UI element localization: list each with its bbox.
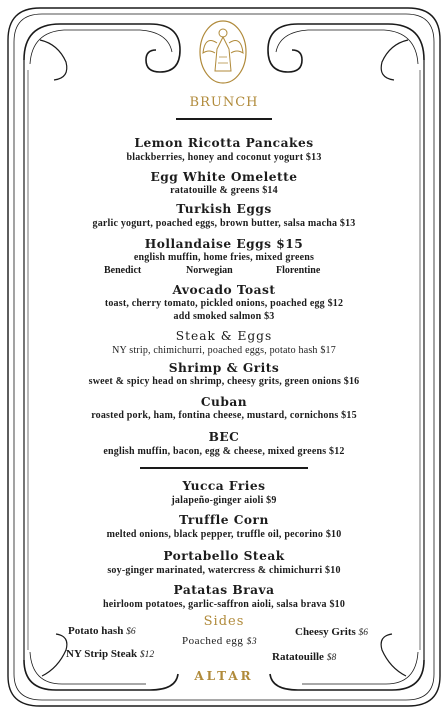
side-item-price: $8 (326, 653, 337, 663)
section-title-sides: Sides (203, 614, 245, 629)
dish-description: ratatouille & greens $14 (170, 185, 278, 196)
brand-logo: ALTAR (194, 669, 254, 683)
dish-description: NY strip, chimichurri, poached eggs, potato hash $17 (112, 345, 336, 356)
middle-divider (140, 467, 308, 469)
side-item (182, 635, 257, 647)
dish-name: Shrimp & Grits (168, 361, 280, 375)
dish-description: blackberries, honey and coconut yogurt $13 (126, 152, 322, 163)
section-title-brunch: BRUNCH (189, 95, 259, 110)
side-item (272, 651, 336, 663)
dish-name: Cuban (200, 395, 248, 409)
dish-name: Hollandaise Eggs $15 (144, 237, 304, 251)
side-item-price: $6 (126, 627, 136, 637)
dish-addon: add smoked salmon $3 (173, 311, 275, 322)
dish-name: Yucca Fries (182, 479, 266, 493)
dish-description: english muffin, home fries, mixed greens (133, 252, 315, 263)
side-item-price: $6 (358, 628, 369, 638)
dish-name: Turkish Eggs (176, 202, 272, 216)
dish-description: soy-ginger marinated, watercress & chimichurri $10 (107, 565, 341, 576)
hollandaise-option: Florentine (276, 265, 321, 276)
side-item-name: Cheesy Grits (295, 626, 356, 638)
dish-description: english muffin, bacon, egg & cheese, mixed greens $12 (103, 446, 345, 457)
dish-name: Steak & Eggs (175, 329, 273, 343)
dish-description: garlic yogurt, poached eggs, brown butter, salsa macha $13 (92, 218, 356, 229)
side-item-name: Ratatouille (272, 651, 324, 663)
side-item-price: $12 (139, 650, 155, 660)
side-item (66, 648, 154, 660)
side-item (295, 626, 368, 638)
dish-name: Portabello Steak (163, 549, 285, 563)
dish-name: Egg White Omelette (150, 170, 298, 184)
dish-name: Lemon Ricotta Pancakes (134, 136, 314, 150)
side-item-price: $3 (246, 637, 258, 647)
top-divider (176, 118, 272, 120)
dish-description: sweet & spicy head on shrimp, cheesy grits, green onions $16 (88, 376, 360, 387)
dish-name: BEC (208, 430, 240, 444)
side-item (68, 625, 136, 637)
dish-description: toast, cherry tomato, pickled onions, poached egg $12 (104, 298, 344, 309)
side-item-name: Potato hash (68, 625, 124, 637)
dish-name: Truffle Corn (179, 513, 269, 527)
dish-name: Avocado Toast (172, 283, 276, 297)
hollandaise-option: Benedict (104, 265, 142, 276)
hollandaise-option: Norwegian (186, 265, 233, 276)
dish-description: jalapeño-ginger aioli $9 (171, 495, 277, 506)
dish-description: melted onions, black pepper, truffle oil, pecorino $10 (106, 529, 342, 540)
dish-name: Patatas Brava (173, 583, 275, 597)
dish-description: heirloom potatoes, garlic-saffron aioli, salsa brava $10 (102, 599, 346, 610)
side-item-name: Poached egg (182, 635, 244, 647)
side-item-name: NY Strip Steak (66, 648, 138, 660)
dish-description: roasted pork, ham, fontina cheese, mustard, cornichons $15 (91, 410, 357, 421)
